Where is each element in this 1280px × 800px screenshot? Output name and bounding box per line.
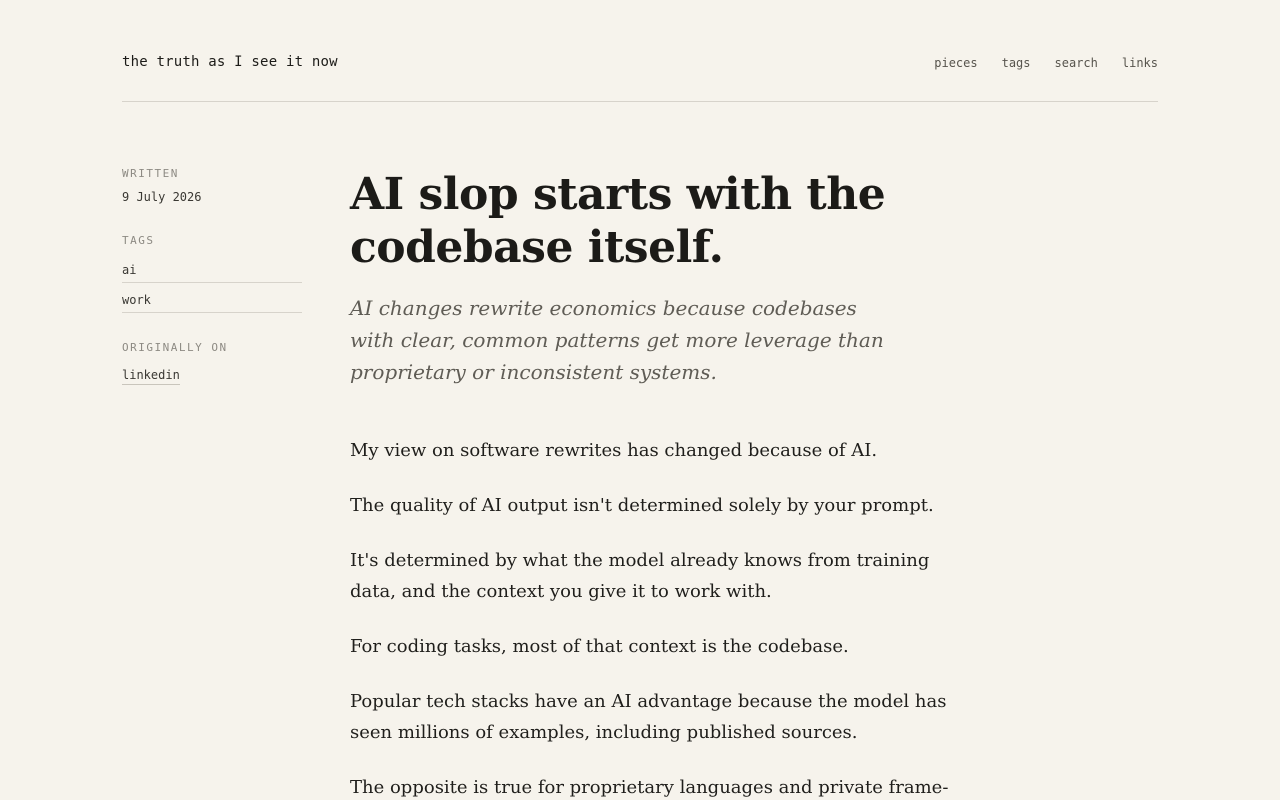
article-paragraph: Popular tech stacks have an AI advantage because the model has seen millions of examples, including published sources.: [350, 691, 947, 743]
tag-link-ai[interactable]: ai: [122, 263, 137, 277]
article-paragraph: The opposite is true for proprietary languages and private frame-: [350, 777, 949, 798]
site-title-link[interactable]: the truth as I see it now: [122, 54, 338, 70]
written-date: 9 July 2026: [122, 190, 202, 204]
article-paragraph: For coding tasks, most of that context is the codebase.: [350, 636, 849, 657]
main-nav: [934, 56, 1158, 70]
tag-item: [122, 257, 302, 283]
site-header: [122, 40, 1158, 102]
tag-item: [122, 287, 302, 313]
article: [350, 168, 970, 800]
tags-label: TAGS: [122, 234, 155, 247]
article-paragraph: The quality of AI output isn't determined solely by your prompt.: [350, 495, 934, 516]
origin-link[interactable]: linkedin: [122, 368, 180, 385]
origin-label: ORIGINALLY ON: [122, 341, 228, 354]
article-subtitle: AI changes rewrite economics because codebases with clear, common patterns get more leverage than proprietary or inconsistent systems.: [350, 296, 884, 384]
nav-pieces[interactable]: pieces: [934, 56, 978, 70]
article-paragraph: It's determined by what the model already knows from training data, and the context you give it to work with.: [350, 550, 930, 602]
tag-link-work[interactable]: work: [122, 293, 151, 307]
article-title: AI slop starts with the codebase itself.: [350, 169, 886, 273]
article-meta-sidebar: [122, 167, 302, 385]
nav-tags[interactable]: tags: [1001, 56, 1031, 70]
nav-links[interactable]: links: [1121, 56, 1158, 70]
article-paragraph: My view on software rewrites has changed because of AI.: [350, 440, 878, 461]
article-body: [350, 435, 970, 800]
written-label: WRITTEN: [122, 167, 179, 180]
nav-search[interactable]: search: [1054, 56, 1098, 70]
tag-list: [122, 257, 302, 313]
